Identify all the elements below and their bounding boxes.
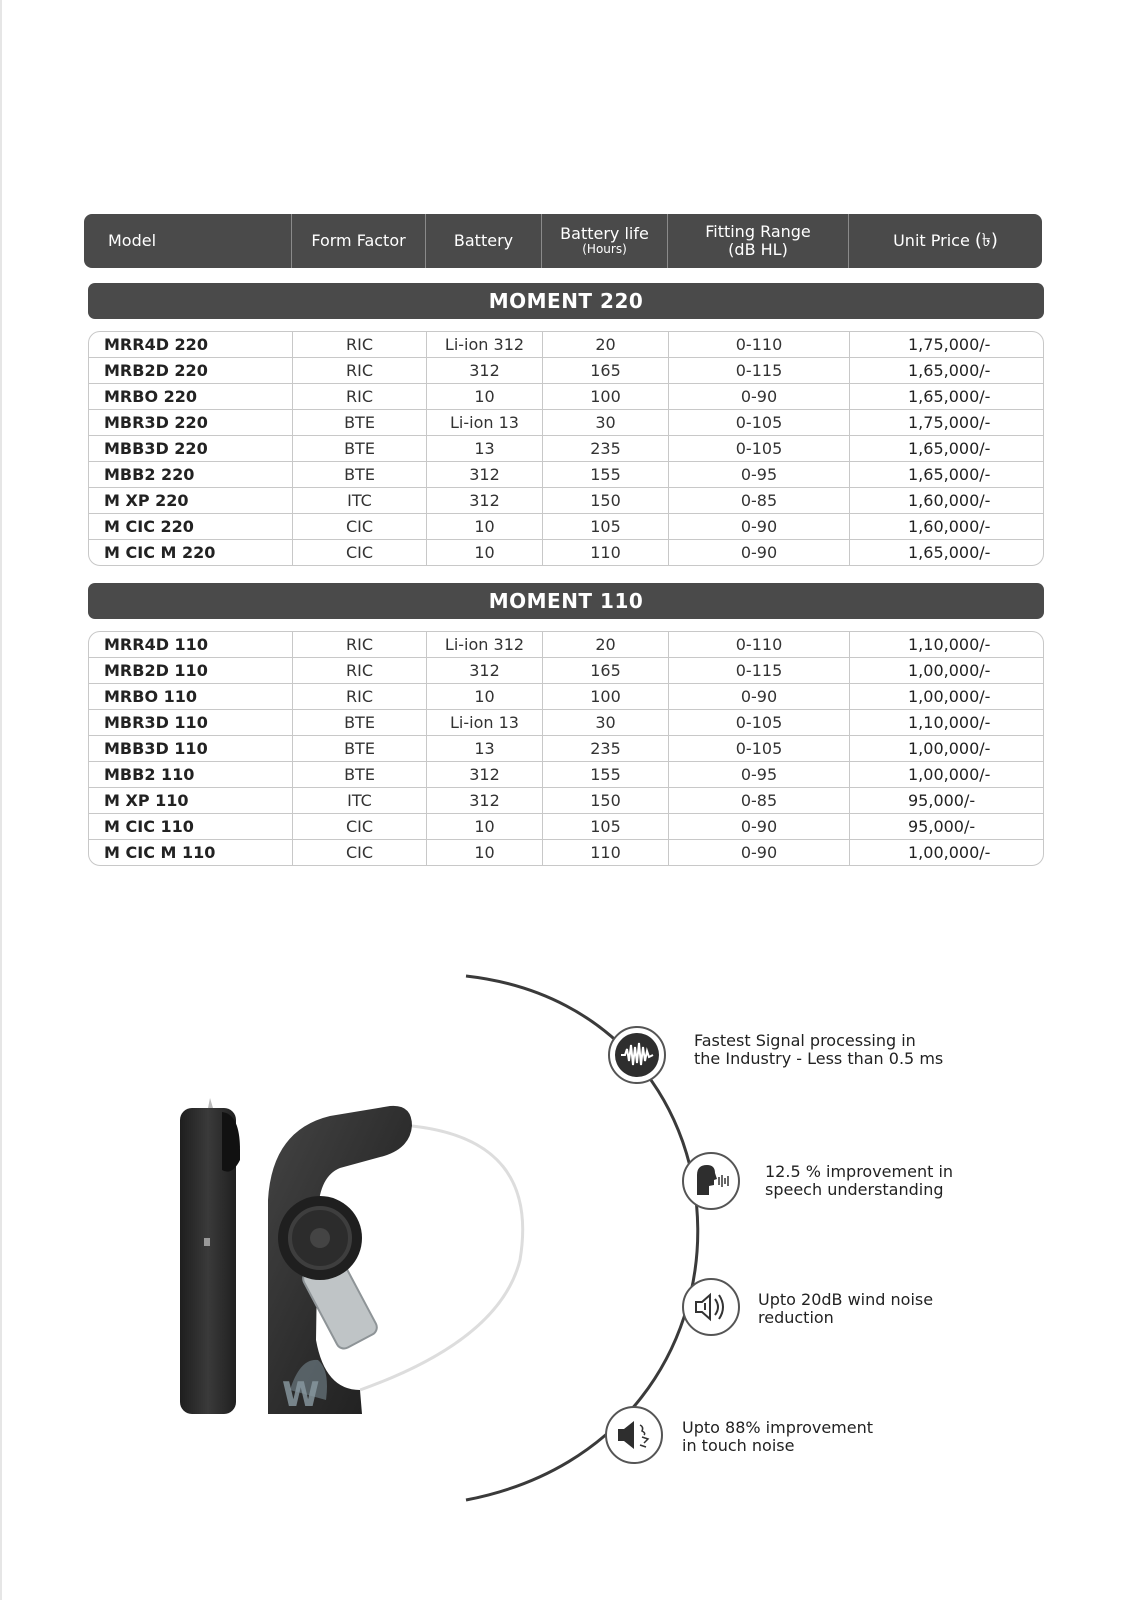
cell-battery-life: 165 — [543, 358, 669, 383]
brand-logo: W — [282, 1375, 320, 1415]
cell-battery-life: 155 — [543, 462, 669, 487]
cell-form-factor: BTE — [293, 762, 427, 787]
cell-unit-price: 1,65,000/- — [908, 439, 991, 458]
table-row — [89, 488, 1043, 514]
cell-fitting-range: 0-85 — [669, 788, 850, 813]
cell-unit-price: 1,65,000/- — [908, 387, 991, 406]
cell-battery: Li-ion 312 — [427, 632, 543, 657]
cell-fitting-range: 0-105 — [669, 710, 850, 735]
cell-battery: Li-ion 312 — [427, 332, 543, 357]
cell-battery: 312 — [427, 658, 543, 683]
cell-battery: 10 — [427, 840, 543, 865]
cell-form-factor: RIC — [293, 358, 427, 383]
feature-touch-noise: Upto 88% improvement in touch noise — [682, 1418, 874, 1455]
cell-model: M XP 110 — [89, 788, 293, 813]
cell-battery-life: 235 — [543, 736, 669, 761]
cell-model: M CIC 110 — [89, 814, 293, 839]
currency-symbol: (৳) — [974, 229, 998, 251]
cell-form-factor: CIC — [293, 814, 427, 839]
page-edge — [0, 0, 2, 1600]
cell-unit-price: 1,75,000/- — [908, 335, 991, 354]
cell-fitting-range: 0-105 — [669, 410, 850, 435]
section-title-moment-220: MOMENT 220 — [88, 283, 1044, 319]
table-row — [89, 332, 1043, 358]
cell-fitting-range: 0-90 — [669, 514, 850, 539]
cell-battery: 312 — [427, 788, 543, 813]
table-row — [89, 462, 1043, 488]
cell-form-factor: RIC — [293, 632, 427, 657]
cell-unit-price: 1,60,000/- — [908, 517, 991, 536]
cell-battery: 10 — [427, 514, 543, 539]
cell-model: MRB2D 110 — [89, 658, 293, 683]
cell-fitting-range: 0-110 — [669, 632, 850, 657]
cell-battery-life: 105 — [543, 514, 669, 539]
header-model: Model — [84, 214, 292, 268]
cell-battery: 10 — [427, 814, 543, 839]
cell-battery: 10 — [427, 384, 543, 409]
table-row — [89, 436, 1043, 462]
cell-model: MRR4D 110 — [89, 632, 293, 657]
cell-form-factor: ITC — [293, 788, 427, 813]
cell-model: MRBO 110 — [89, 684, 293, 709]
cell-form-factor: CIC — [293, 514, 427, 539]
table-row — [89, 840, 1043, 865]
cell-fitting-range: 0-90 — [669, 684, 850, 709]
cell-unit-price: 1,00,000/- — [908, 661, 991, 680]
cell-unit-price: 1,00,000/- — [908, 843, 991, 862]
waveform-icon — [607, 1025, 667, 1085]
cell-battery: 312 — [427, 358, 543, 383]
section-title-moment-110: MOMENT 110 — [88, 583, 1044, 619]
cell-battery-life: 30 — [543, 410, 669, 435]
cell-battery-life: 30 — [543, 710, 669, 735]
cell-form-factor: RIC — [293, 384, 427, 409]
cell-model: MRB2D 220 — [89, 358, 293, 383]
cell-form-factor: BTE — [293, 410, 427, 435]
cell-form-factor: BTE — [293, 436, 427, 461]
cell-battery: 10 — [427, 540, 543, 565]
table-row — [89, 410, 1043, 436]
cell-model: MRBO 220 — [89, 384, 293, 409]
cell-model: M XP 220 — [89, 488, 293, 513]
cell-form-factor: CIC — [293, 840, 427, 865]
cell-battery-life: 100 — [543, 384, 669, 409]
cell-form-factor: BTE — [293, 710, 427, 735]
cell-fitting-range: 0-85 — [669, 488, 850, 513]
header-form-factor: Form Factor — [292, 214, 426, 268]
cell-battery-life: 150 — [543, 788, 669, 813]
cell-battery-life: 110 — [543, 840, 669, 865]
cell-battery: 13 — [427, 436, 543, 461]
table-row — [89, 658, 1043, 684]
cell-fitting-range: 0-90 — [669, 540, 850, 565]
cell-unit-price: 1,65,000/- — [908, 543, 991, 562]
feature-speech-understanding: 12.5 % improvement in speech understanding — [765, 1162, 954, 1199]
cell-form-factor: BTE — [293, 736, 427, 761]
cell-model: MBB2 110 — [89, 762, 293, 787]
cell-fitting-range: 0-115 — [669, 358, 850, 383]
cell-model: M CIC M 110 — [89, 840, 293, 865]
cell-unit-price: 1,65,000/- — [908, 361, 991, 380]
cell-model: MBB2 220 — [89, 462, 293, 487]
cell-battery-life: 235 — [543, 436, 669, 461]
cell-fitting-range: 0-115 — [669, 658, 850, 683]
cell-battery: Li-ion 13 — [427, 410, 543, 435]
table-row — [89, 632, 1043, 658]
cell-battery: 13 — [427, 736, 543, 761]
cell-unit-price: 1,75,000/- — [908, 413, 991, 432]
cell-unit-price: 95,000/- — [908, 817, 976, 836]
wind-noise-speaker-icon — [681, 1277, 741, 1337]
table-row — [89, 684, 1043, 710]
table-row — [89, 540, 1043, 565]
header-unit-price: Unit Price (৳) — [893, 229, 998, 251]
cell-model: MBR3D 220 — [89, 410, 293, 435]
header-fitting-range: Fitting Range (dB HL) — [668, 214, 849, 268]
cell-form-factor: BTE — [293, 462, 427, 487]
cell-unit-price: 1,65,000/- — [908, 465, 991, 484]
header-battery-life: Battery life (Hours) — [542, 214, 668, 268]
cell-battery-life: 155 — [543, 762, 669, 787]
cell-fitting-range: 0-90 — [669, 840, 850, 865]
table-header — [84, 214, 1042, 268]
price-table-moment-110 — [88, 631, 1044, 866]
cell-battery-life: 165 — [543, 658, 669, 683]
touch-noise-speaker-icon — [604, 1405, 664, 1465]
table-row — [89, 736, 1043, 762]
table-row — [89, 358, 1043, 384]
cell-fitting-range: 0-110 — [669, 332, 850, 357]
cell-form-factor: RIC — [293, 684, 427, 709]
cell-unit-price: 1,60,000/- — [908, 491, 991, 510]
speech-head-icon — [681, 1151, 741, 1211]
cell-battery-life: 20 — [543, 632, 669, 657]
cell-battery: 312 — [427, 762, 543, 787]
cell-fitting-range: 0-95 — [669, 462, 850, 487]
feature-signal-processing: Fastest Signal processing in the Industry - Less than 0.5 ms — [694, 1031, 944, 1068]
cell-unit-price: 1,00,000/- — [908, 765, 991, 784]
cell-battery: 10 — [427, 684, 543, 709]
cell-battery: 312 — [427, 462, 543, 487]
cell-form-factor: RIC — [293, 332, 427, 357]
cell-fitting-range: 0-90 — [669, 814, 850, 839]
cell-battery-life: 105 — [543, 814, 669, 839]
cell-model: MBB3D 110 — [89, 736, 293, 761]
table-row — [89, 710, 1043, 736]
cell-fitting-range: 0-105 — [669, 736, 850, 761]
table-row — [89, 384, 1043, 410]
cell-model: M CIC M 220 — [89, 540, 293, 565]
header-battery: Battery — [426, 214, 542, 268]
table-row — [89, 514, 1043, 540]
cell-form-factor: RIC — [293, 658, 427, 683]
table-row — [89, 788, 1043, 814]
cell-fitting-range: 0-105 — [669, 436, 850, 461]
cell-form-factor: ITC — [293, 488, 427, 513]
cell-unit-price: 1,10,000/- — [908, 635, 991, 654]
cell-model: M CIC 220 — [89, 514, 293, 539]
cell-battery-life: 150 — [543, 488, 669, 513]
cell-battery-life: 20 — [543, 332, 669, 357]
cell-battery-life: 110 — [543, 540, 669, 565]
price-table-moment-220 — [88, 331, 1044, 566]
feature-wind-noise: Upto 20dB wind noise reduction — [758, 1290, 934, 1327]
cell-fitting-range: 0-95 — [669, 762, 850, 787]
cell-unit-price: 1,10,000/- — [908, 713, 991, 732]
cell-model: MBB3D 220 — [89, 436, 293, 461]
cell-model: MBR3D 110 — [89, 710, 293, 735]
cell-unit-price: 1,00,000/- — [908, 687, 991, 706]
cell-battery-life: 100 — [543, 684, 669, 709]
cell-unit-price: 95,000/- — [908, 791, 976, 810]
cell-model: MRR4D 220 — [89, 332, 293, 357]
cell-battery: Li-ion 13 — [427, 710, 543, 735]
cell-form-factor: CIC — [293, 540, 427, 565]
table-row — [89, 814, 1043, 840]
cell-unit-price: 1,00,000/- — [908, 739, 991, 758]
cell-fitting-range: 0-90 — [669, 384, 850, 409]
cell-battery: 312 — [427, 488, 543, 513]
table-row — [89, 762, 1043, 788]
